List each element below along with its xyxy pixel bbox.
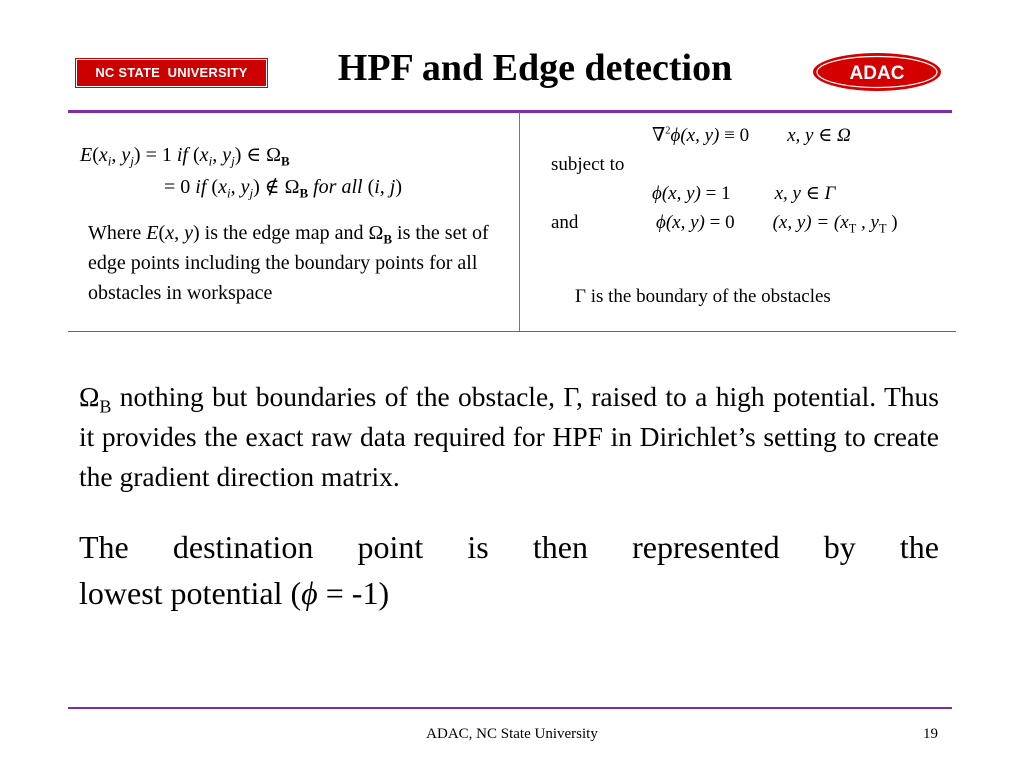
slide-title: HPF and Edge detection [337,47,733,89]
header-rule [68,110,952,113]
footer-rule [68,707,952,709]
body-paragraph-1: $\Omega_B$ nothing but boundaries of the obstacle, Γ, raised to a high potential. Thus it provides the exact raw data required for HPF in Dirichlet’s setting to create the gradient direction matrix. [79,381,939,492]
footer-text: ADAC, NC State University [426,726,598,742]
body-paragraph-2: The destination point is then represented by the lowest potential (ϕ = -1) [79,529,939,611]
edge-map-equation-2: = 0 if ($x_i$, $y_j$) ∉ $\Omega_B$ for all (i, j) [164,176,403,201]
table-divider [519,112,520,332]
table-bottom-border [68,331,956,332]
adac-logo [812,52,942,92]
gamma-note: Γ is the boundary of the obstacles [575,286,831,307]
edge-map-description: Where E(x, y) is the edge map and $\Omega_B$ is the set of edge points including the boundary points for all obstacles in workspace [88,222,489,304]
boundary-condition-1: ϕ(x, y) = 1 x, y ∈ Γ [652,183,836,204]
boundary-condition-2: ϕ(x, y) = 0 (x, $y) = (x_T$ , $y_T$ ) [656,212,898,236]
ncsu-logo: NC STATE UNIVERSITY [76,59,267,87]
subject-to-label: subject to [551,154,625,175]
and-label: and [551,212,579,233]
laplace-equation: ∇$^2$ϕ(x, y) ≡ 0 x, y ∈ Ω [652,125,851,146]
page-number: 19 [923,726,938,742]
edge-map-equation-1: $E(x_i$, $y_j) = 1$ if ($x_i$, $y_j$) ∈ $\Omega_B$ [80,144,290,169]
adac-logo-text: ADAC [849,63,905,84]
